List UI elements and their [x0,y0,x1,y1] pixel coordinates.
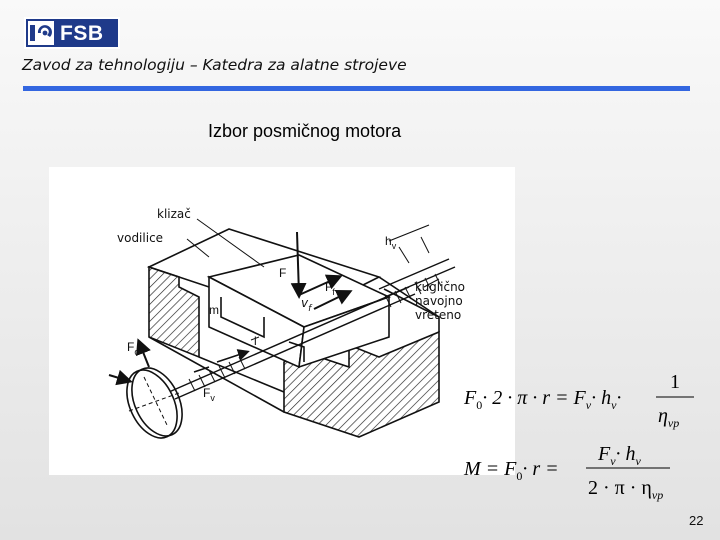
label-Fo: $F_o$ [127,340,140,357]
label-vreteno: vreteno [415,308,462,322]
label-hv: $h_v$ [385,234,397,251]
svg-text:2 · π · ηvp: $2 \cdot \pi \cdot \eta_{vp}$ [588,477,664,502]
page-number: 22 [689,513,704,528]
label-l: l [254,334,257,348]
slide-title: Izbor posmičnog motora [208,121,402,141]
label-m: m [209,303,219,317]
svg-text:Fv· hv: $F_v\cdot h_v$ [598,443,641,468]
formula-torque-balance [463,371,694,430]
svg-text:M = F0· r =: $M = F_0\cdot r$ = [464,458,559,483]
svg-text:F0· 2 · π · r = Fv· hv·: $F_0\cdot 2 \cdot \pi \cdot r = F_v\cdot h_v\cdot$ [464,387,622,412]
label-navojno: navojno [415,294,463,308]
svg-text:ηvp: $\eta_{vp}$ [658,405,680,430]
label-Ff: $F_f$ [325,280,335,297]
feed-drive-diagram [49,167,515,475]
logo-emblem-icon [28,21,54,45]
label-vodilice: vodilice [117,231,164,245]
formula-block [458,360,720,510]
header-divider [23,86,690,91]
label-Fv: $F_v$ [203,386,215,403]
label-vf: $v_f$ [301,296,312,314]
handwheel [117,360,192,446]
department-title: Zavod za tehnologiju – Katedra za alatne strojeve [22,56,407,74]
label-klizac: klizač [157,207,191,221]
logo-text: FSB [60,22,104,45]
fsb-logo [24,17,120,49]
formula-motor-torque [463,443,670,502]
label-F: F [279,266,287,280]
svg-text:1: 1 [670,371,680,393]
label-kuglicno: kuglično [415,280,466,294]
